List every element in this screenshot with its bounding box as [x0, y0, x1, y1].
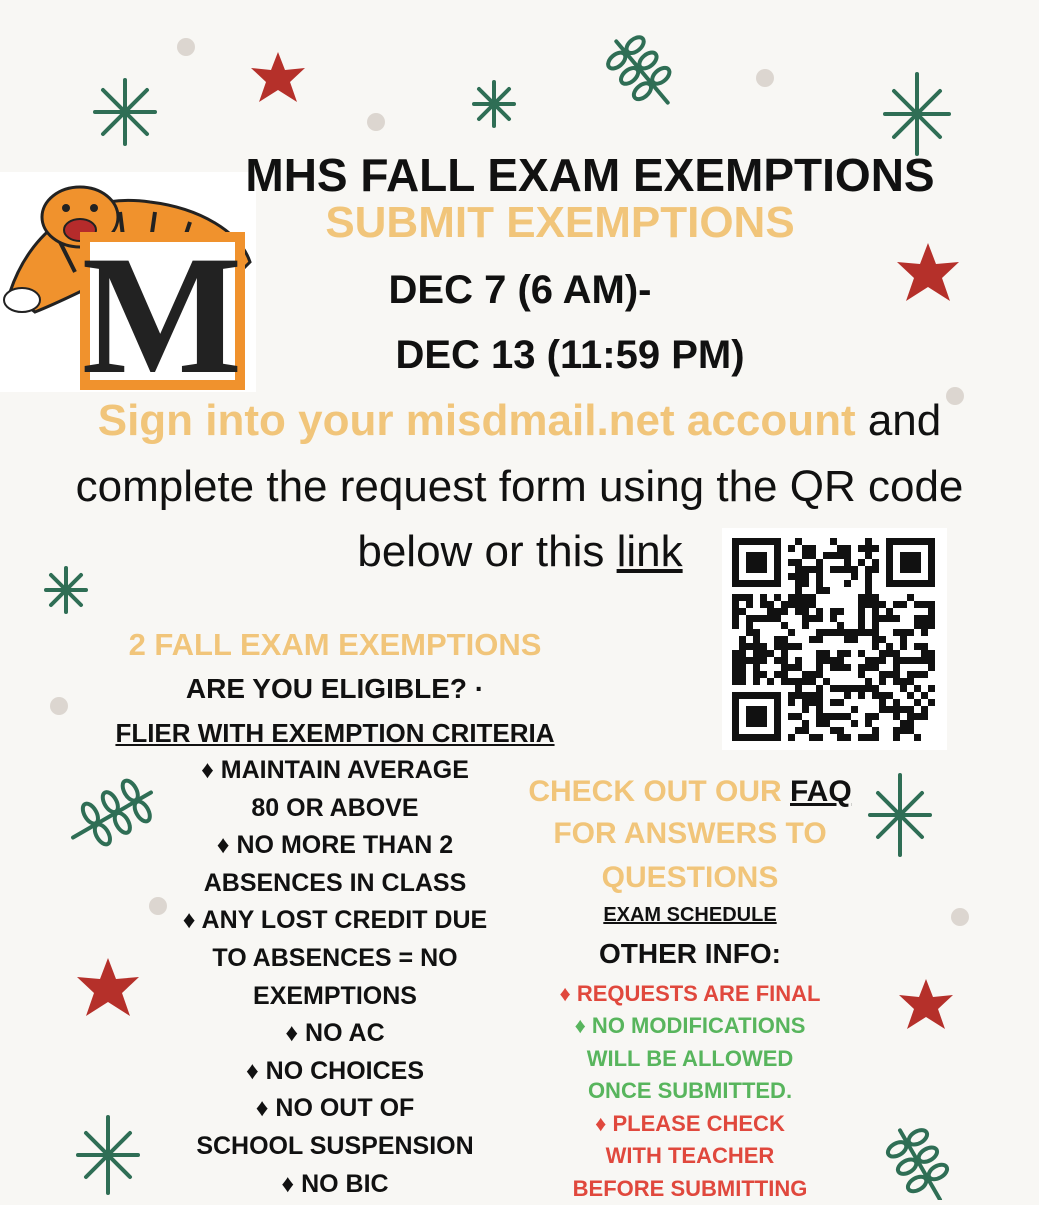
check-teacher-1: ♦ PLEASE CHECK	[505, 1108, 875, 1141]
answers-line-2: QUESTIONS	[505, 856, 875, 900]
submit-heading: SUBMIT EXEMPTIONS	[210, 198, 910, 248]
instruction-line-1	[0, 396, 1039, 446]
criteria-line: EXEMPTIONS	[40, 978, 630, 1016]
no-modifications-1: ♦ NO MODIFICATIONS	[505, 1010, 875, 1043]
criteria-line: ♦ NO MORE THAN 2	[40, 827, 630, 865]
criteria-line: ♦ MAINTAIN AVERAGE	[40, 752, 630, 790]
criteria-line: ♦ NO OUT OF	[40, 1090, 630, 1128]
no-modifications-3: ONCE SUBMITTED.	[505, 1075, 875, 1108]
requests-final: ♦ REQUESTS ARE FINAL	[505, 978, 875, 1010]
other-info-heading: OTHER INFO:	[505, 930, 875, 978]
eligible-question: ARE YOU ELIGIBLE? ·	[40, 664, 630, 714]
faq-line	[505, 772, 875, 812]
criteria-line: ♦ NO BIC	[40, 1166, 630, 1204]
page-title: MHS FALL EXAM EXEMPTIONS	[200, 148, 980, 202]
instruction-line-2: complete the request form using the QR code	[0, 462, 1039, 512]
exemptions-heading: 2 FALL EXAM EXEMPTIONS	[40, 626, 630, 664]
dates-end: DEC 13 (11:59 PM)	[260, 333, 880, 378]
check-teacher-2: WITH TEACHER	[505, 1140, 875, 1173]
criteria-line: TO ABSENCES = NO	[40, 940, 630, 978]
faq-link[interactable]: FAQ	[790, 775, 852, 808]
info-section	[505, 772, 875, 1205]
instruction-and: and	[856, 396, 942, 445]
signin-highlight: Sign into your misdmail.net account	[98, 396, 856, 445]
criteria-line: ♦ NO CHOICES	[40, 1053, 630, 1091]
check-out-text: CHECK OUT OUR	[528, 775, 790, 808]
exam-schedule-link[interactable]: EXAM SCHEDULE	[505, 900, 875, 930]
qr-code-image	[722, 528, 947, 750]
flier-link[interactable]: FLIER WITH EXEMPTION CRITERIA	[40, 714, 630, 752]
answers-line-1: FOR ANSWERS TO	[505, 812, 875, 856]
criteria-line: ABSENCES IN CLASS	[40, 865, 630, 903]
check-teacher-3: BEFORE SUBMITTING	[505, 1173, 875, 1205]
instruction-line-3	[300, 527, 740, 577]
instruction-prefix: below or this	[357, 527, 616, 576]
no-modifications-2: WILL BE ALLOWED	[505, 1043, 875, 1076]
criteria-line: ♦ ANY LOST CREDIT DUE	[40, 902, 630, 940]
criteria-line: 80 OR ABOVE	[40, 790, 630, 828]
dates-start: DEC 7 (6 AM)-	[260, 268, 780, 313]
form-link[interactable]: link	[617, 527, 683, 576]
qr-code[interactable]	[722, 528, 947, 750]
logo-letter: M	[82, 221, 242, 392]
criteria-line: SCHOOL SUSPENSION	[40, 1128, 630, 1166]
criteria-line: ♦ NO AC	[40, 1015, 630, 1053]
